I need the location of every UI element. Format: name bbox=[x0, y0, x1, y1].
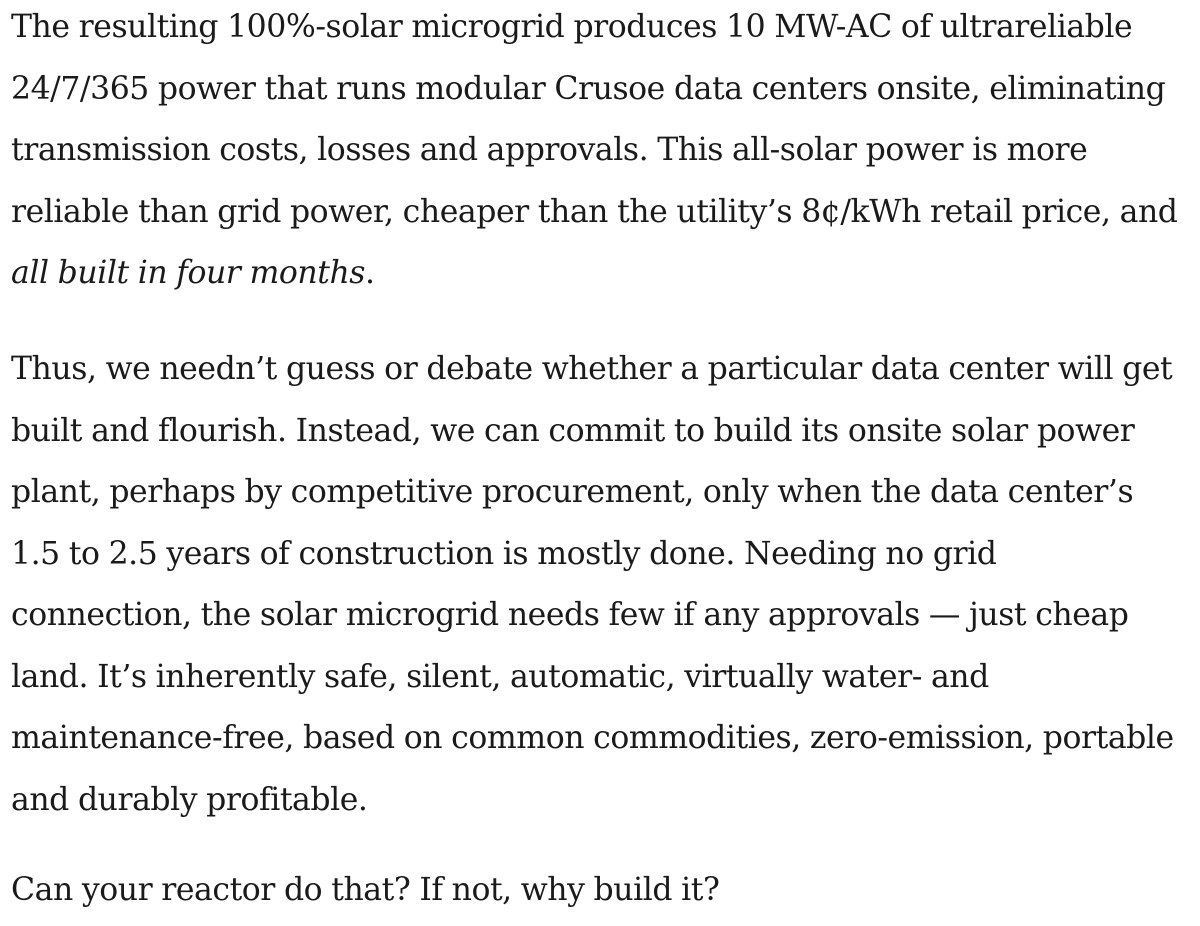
paragraph-solar-microgrid bbox=[11, 0, 1186, 305]
paragraph-reactor-question: Can your reactor do that? If not, why build it? bbox=[11, 872, 720, 908]
emphasis-text: all built in four months bbox=[11, 255, 366, 291]
paragraph-text-end: . bbox=[365, 255, 375, 291]
paragraph-text: The resulting 100%-solar microgrid produces 10 MW-AC of ultrareliable 24/7/365 power that runs modular Crusoe data centers onsite, eliminating transmission costs, losses and approvals. This all-solar power is more reliable than grid power, cheaper than the utility’s 8¢/kWh retail price, and bbox=[11, 9, 1178, 230]
paragraph-data-center: Thus, we needn’t guess or debate whether a particular data center will get built and flourish. Instead, we can commit to build its onsite solar power plant, perhaps by competitive procurement, only when the data center’s 1.5 to 2.5 years of construction is mostly done. Needing no grid connection, the solar microgrid needs few if any approvals — just cheap land. It’s inherently safe, silent, automatic, virtually water- and maintenance-free, based on common commodities, zero-emission, portable and durably profitable. bbox=[11, 351, 1174, 818]
